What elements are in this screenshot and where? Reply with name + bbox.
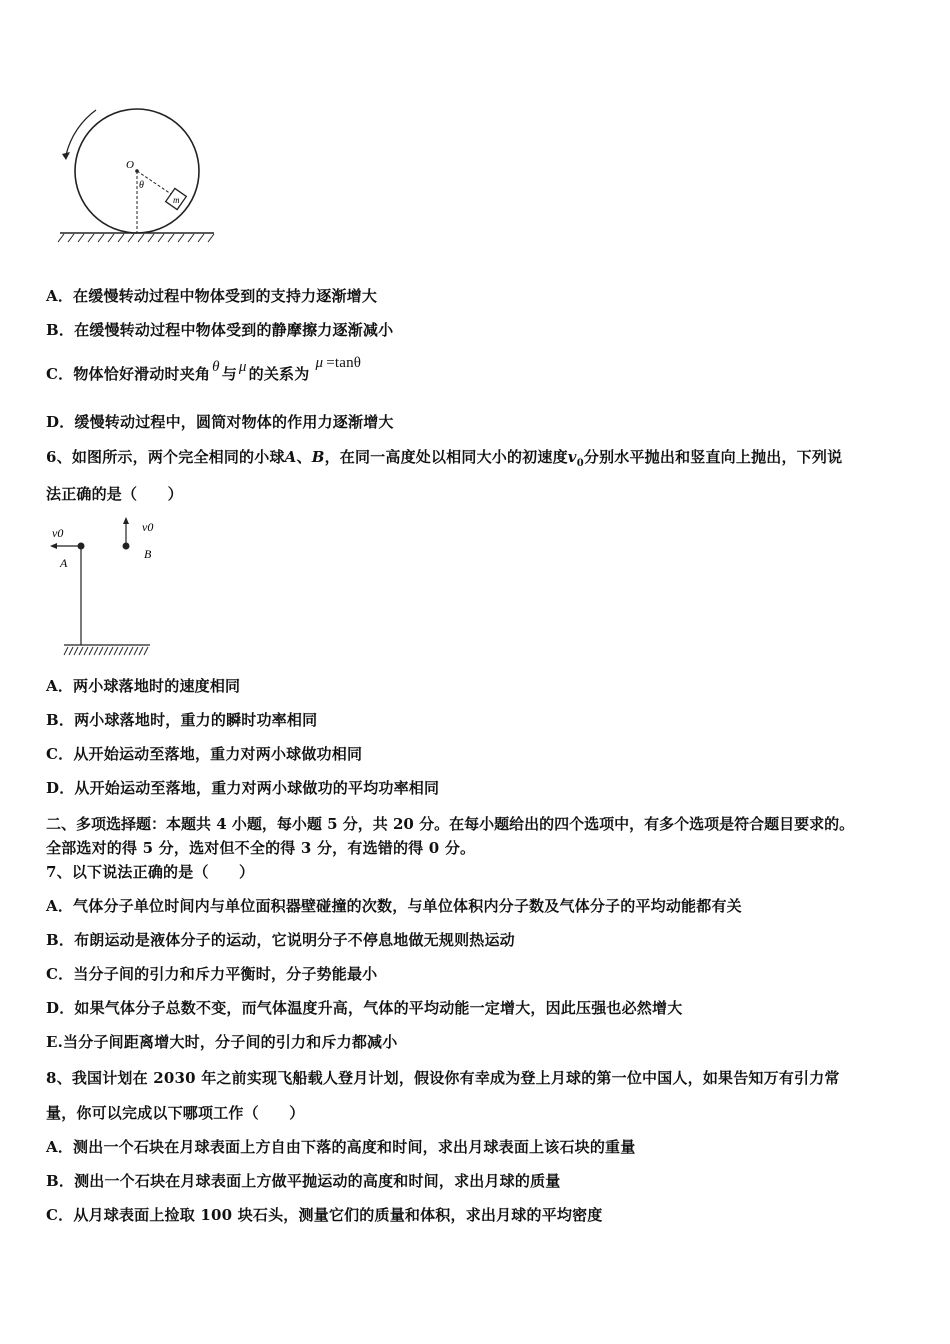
q6-stem-v-sub: 0 — [576, 458, 584, 469]
q5-c-formula: μ =tanθ — [315, 355, 362, 371]
cylinder-figure — [52, 100, 222, 250]
q7-option-c: C．当分子间的引力和斥力平衡时，分子势能最小 — [46, 965, 378, 983]
q6-stem-line1 — [46, 447, 842, 474]
rotation-arrowhead — [62, 152, 70, 160]
arrow-b-head — [123, 517, 129, 524]
q5-option-d: D．缓慢转动过程中，圆筒对物体的作用力逐渐增大 — [46, 413, 394, 431]
fig-label-b: B — [144, 547, 152, 561]
q5-c-post: 的关系为 — [248, 365, 310, 383]
rotation-arrow-arc — [66, 110, 96, 155]
q6-stem-sep: 、 — [296, 448, 312, 466]
center-point — [135, 169, 139, 173]
q8-option-a: A．测出一个石块在月球表面上方自由下落的高度和时间，求出月球表面上该石块的重量 — [46, 1138, 636, 1156]
q6-option-a: A．两小球落地时的速度相同 — [46, 677, 241, 695]
q7-option-b: B．布朗运动是液体分子的运动，它说明分子不停息地做无规则热运动 — [46, 931, 515, 949]
q5-option-b: B．在缓慢转动过程中物体受到的静摩擦力逐渐减小 — [46, 321, 394, 339]
ground-hatching — [58, 234, 214, 242]
ground-hatching-2 — [64, 647, 148, 655]
q5-c-mid: 与 — [221, 365, 237, 383]
q5-option-c — [46, 355, 362, 385]
q8-stem-line2: 量，你可以完成以下哪项工作（ ） — [46, 1104, 305, 1122]
q8-stem-line1: 8、我国计划在 2030 年之前实现飞船载人登月计划，假设你有幸成为登上月球的第一位中国人，如果告知万有引力常 — [46, 1069, 840, 1087]
q5-option-a: A．在缓慢转动过程中物体受到的支持力逐渐增大 — [46, 287, 378, 305]
q8-option-b: B．测出一个石块在月球表面上方做平抛运动的高度和时间，求出月球的质量 — [46, 1172, 561, 1190]
fig-v0-a: v0 — [52, 526, 64, 540]
q7-stem: 7、以下说法正确的是（ ） — [46, 863, 255, 881]
q6-stem-part1: 6、如图所示，两个完全相同的小球 — [46, 448, 285, 466]
arrow-a-head — [50, 543, 57, 549]
q8-option-c: C．从月球表面上捡取 100 块石头，测量它们的质量和体积，求出月球的平均密度 — [46, 1206, 603, 1224]
q6-option-d: D．从开始运动至落地，重力对两小球做功的平均功率相同 — [46, 779, 440, 797]
fig-label-a: A — [60, 556, 68, 570]
section2-line1: 二、多项选择题：本题共 4 小题，每小题 5 分，共 20 分。在每小题给出的四个选项中，有多个选项是符合题目要求的。 — [46, 815, 855, 833]
q6-stem-ball-a: A — [284, 448, 297, 466]
q6-stem-part3: 分别水平抛出和竖直向上抛出，下列说 — [583, 448, 843, 466]
fig-v0-b: v0 — [142, 520, 154, 534]
q7-option-a: A．气体分子单位时间内与单位面积器壁碰撞的次数，与单位体积内分子数及气体分子的平均动能都有关 — [46, 897, 742, 915]
q5-c-theta: θ — [212, 359, 220, 375]
q6-stem-part2: ，在同一高度处以相同大小的初速度 — [324, 448, 568, 466]
q6-option-b: B．两小球落地时，重力的瞬时功率相同 — [46, 711, 318, 729]
label-m: m — [173, 195, 180, 205]
label-o: O — [126, 159, 134, 171]
label-theta: θ — [139, 180, 144, 191]
q6-stem-line2: 法正确的是（ ） — [46, 485, 183, 503]
projectile-figure — [46, 515, 166, 660]
q6-stem-v: v — [567, 448, 577, 466]
q6-stem-ball-b: B — [311, 448, 325, 466]
section2-line2: 全部选对的得 5 分，选对但不全的得 3 分，有选错的得 0 分。 — [46, 839, 476, 857]
q5-c-pre: C．物体恰好滑动时夹角 — [46, 365, 211, 383]
q6-option-c: C．从开始运动至落地，重力对两小球做功相同 — [46, 745, 363, 763]
q7-option-d: D．如果气体分子总数不变，而气体温度升高，气体的平均动能一定增大，因此压强也必然增大 — [46, 999, 683, 1017]
q5-c-mu: μ — [238, 359, 247, 375]
ball-b — [123, 543, 130, 550]
q7-option-e: E.当分子间距离增大时，分子间的引力和斥力都减小 — [46, 1033, 398, 1051]
